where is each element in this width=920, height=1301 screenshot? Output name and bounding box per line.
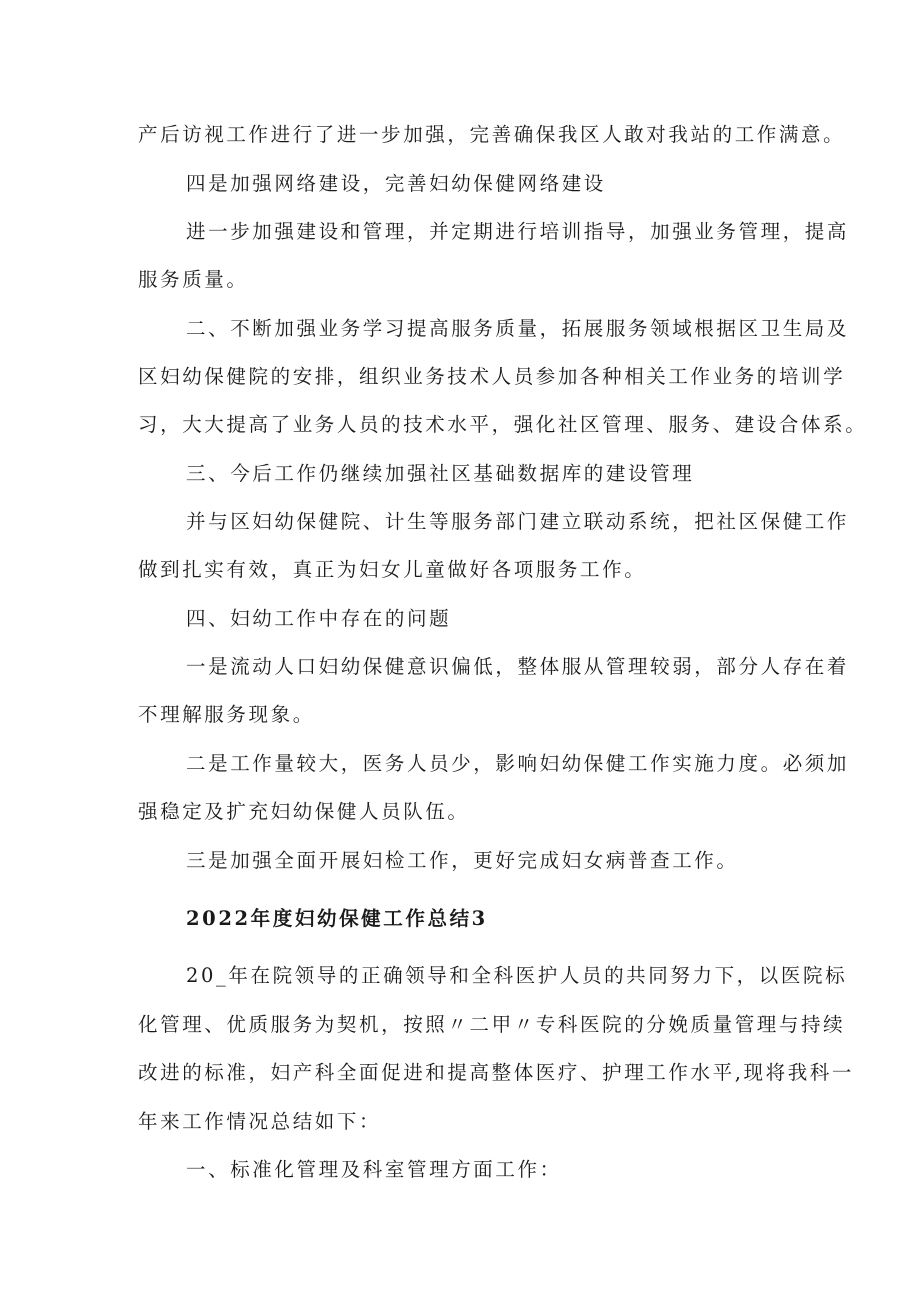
paragraph-line: 产后访视工作进行了进一步加强，完善确保我区人敢对我站的工作满意。	[138, 123, 846, 146]
paragraph-line: 服务质量。	[138, 268, 249, 291]
section-heading: 三、今后工作仍继续加强社区基础数据库的建设管理	[186, 462, 695, 485]
section-heading: 四是加强网络建设，完善妇幼保健网络建设	[186, 172, 606, 195]
paragraph-line: 三是加强全面开展妇检工作，更好完成妇女病普查工作。	[186, 849, 739, 872]
paragraph-line: 区妇幼保健院的安排，组织业务技术人员参加各种相关工作业务的培训学	[138, 365, 846, 388]
paragraph-line: 二是工作量较大，医务人员少，影响妇幼保健工作实施力度。必须加	[186, 752, 850, 775]
section-heading: 四、妇幼工作中存在的问题	[186, 607, 452, 630]
paragraph-line: 二、不断加强业务学习提高服务质量，拓展服务领域根据区卫生局及	[186, 317, 850, 340]
paragraph-line: 化管理、优质服务为契机，按照〃二甲〃专科医院的分娩质量管理与持续	[138, 1013, 846, 1036]
paragraph-line: 并与区妇幼保健院、计生等服务部门建立联动系统，把社区保健工作	[186, 510, 850, 533]
paragraph-line: 习，大大提高了业务人员的技术水平，强化社区管理、服务、建设合体系。	[138, 413, 868, 436]
paragraph-line: 一是流动人口妇幼保健意识偏低，整体服从管理较弱，部分人存在着	[186, 655, 850, 678]
section-heading: 一、标准化管理及科室管理方面工作：	[186, 1158, 562, 1181]
document-title: 2022年度妇幼保健工作总结3	[186, 907, 488, 930]
paragraph-line: 改进的标准，妇产科全面促进和提高整体医疗、护理工作水平,现将我科一	[138, 1061, 854, 1084]
paragraph-line: 强稳定及扩充妇幼保健人员队伍。	[138, 800, 470, 823]
paragraph-line: 年来工作情况总结如下：	[138, 1110, 382, 1133]
paragraph-line: 不理解服务现象。	[138, 703, 315, 726]
paragraph-line: 进一步加强建设和管理，并定期进行培训指导，加强业务管理，提高	[186, 220, 850, 243]
paragraph-line: 20_年在院领导的正确领导和全科医护人员的共同努力下，以医院标	[186, 964, 848, 987]
paragraph-line: 做到扎实有效，真正为妇女儿童做好各项服务工作。	[138, 558, 647, 581]
